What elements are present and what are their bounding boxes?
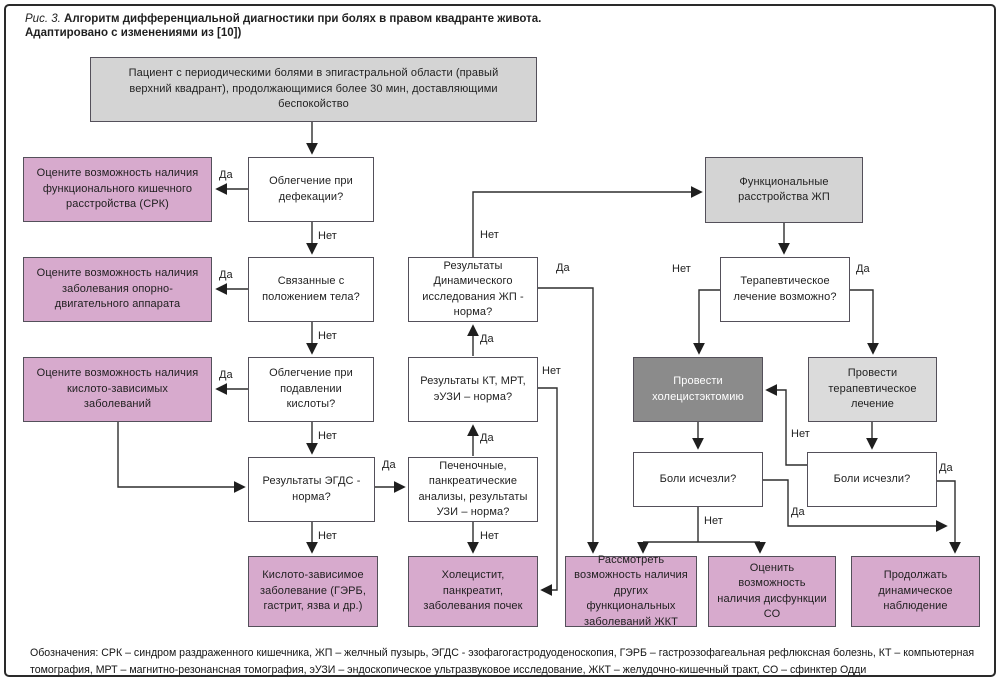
node-pain-gone-left: Боли исчезли? bbox=[633, 452, 763, 507]
label-pain-left-yes: Да bbox=[791, 506, 805, 518]
edge-therapy-no-cholecystectomy bbox=[699, 290, 720, 353]
node-acid-suppression: Облегчение при подавлении кислоты? bbox=[248, 357, 374, 422]
node-therapy-possible: Терапевтическое лечение возможно? bbox=[720, 257, 850, 322]
node-cholecystectomy: Провести холецистэктомию bbox=[633, 357, 763, 422]
node-observation: Продолжать динамическое наблюдение bbox=[851, 556, 980, 627]
node-egds: Результаты ЭГДС - норма? bbox=[248, 457, 375, 522]
label-pain-left-no: Нет bbox=[704, 515, 723, 527]
node-ibs: Оцените возможность наличия функционального кишечного расстройства (СРК) bbox=[23, 157, 212, 222]
node-hepatic-tests: Печеночные, панкреатические анализы, результаты УЗИ – норма? bbox=[408, 457, 538, 522]
edge-therapy-yes-therapy bbox=[850, 290, 873, 353]
label-pain-right-no: Нет bbox=[791, 428, 810, 440]
edge-dynamic-yes-otherfunctional bbox=[538, 288, 593, 552]
label-egds-yes: Да bbox=[382, 459, 396, 471]
label-position-yes: Да bbox=[219, 269, 233, 281]
figure-caption bbox=[25, 12, 541, 41]
caption-title: Алгоритм дифференциальной диагностики при болях в правом квадранте живота. bbox=[64, 13, 542, 25]
node-so-dysfunction: Оценить возможность наличия дисфункции СО bbox=[708, 556, 836, 627]
label-egds-no: Нет bbox=[318, 530, 337, 542]
edge-dynamic-no-functionalgb bbox=[473, 192, 701, 257]
legend-text: Обозначения: СРК – синдром раздраженного кишечника, ЖП – желчный пузырь, ЭГДС - эзофагогастродуоденоскопия, ГЭРБ – гастроэзофагеальная рефлюксная болезнь, КТ – компьютерная томография, МРТ – магнитно-резонансная томография, эУЗИ – эндоскопическое ультразвуковое исследование, ЖКТ – желудочно-кишечный тракт, СО – сфинктер Одди bbox=[30, 647, 975, 676]
label-dynamic-yes: Да bbox=[556, 262, 570, 274]
caption-line2: Адаптировано с изменениями из [10]) bbox=[25, 27, 242, 40]
node-cholecystitis: Холецистит, панкреатит, заболевания почек bbox=[408, 556, 538, 627]
caption-prefix: Рис. 3. bbox=[25, 13, 61, 25]
edge-ctmrt-no-cholecystitis bbox=[538, 388, 557, 590]
node-patient: Пациент с периодическими болями в эпигастральной области (правый верхний квадрант), продолжающимися более 30 мин, доставляющими беспокойство bbox=[90, 57, 537, 122]
label-therapy-possible-yes: Да bbox=[856, 263, 870, 275]
node-gb-dynamic: Результаты Динамического исследования ЖП - норма? bbox=[408, 257, 538, 322]
node-musculoskeletal: Оцените возможность наличия заболевания опорно-двигательного аппарата bbox=[23, 257, 212, 322]
node-acid-disease: Кислото-зависимое заболевание (ГЭРБ, гастрит, язва и др.) bbox=[248, 556, 378, 627]
label-defecation-no: Нет bbox=[318, 230, 337, 242]
label-position-no: Нет bbox=[318, 330, 337, 342]
label-hepatic-no: Нет bbox=[480, 530, 499, 542]
node-functional-gb: Функциональные расстройства ЖП bbox=[705, 157, 863, 223]
label-ctmrt-no: Нет bbox=[542, 365, 561, 377]
node-acid-related: Оцените возможность наличия кислото-зависимых заболеваний bbox=[23, 357, 212, 422]
node-other-functional: Рассмотреть возможность наличия других функциональных заболеваний ЖКТ bbox=[565, 556, 697, 627]
label-hepatic-yes: Да bbox=[480, 432, 494, 444]
node-therapy: Провести терапевтическое лечение bbox=[808, 357, 937, 422]
label-acid-no: Нет bbox=[318, 430, 337, 442]
label-pain-right-yes: Да bbox=[939, 462, 953, 474]
label-dynamic-no: Нет bbox=[480, 229, 499, 241]
node-body-position: Связанные с положением тела? bbox=[248, 257, 374, 322]
label-therapy-possible-no: Нет bbox=[672, 263, 691, 275]
edge-painright-yes-observation bbox=[937, 481, 955, 552]
node-pain-gone-right: Боли исчезли? bbox=[807, 452, 937, 507]
edge-acidrelated-egds bbox=[118, 422, 244, 487]
label-defecation-yes: Да bbox=[219, 169, 233, 181]
label-ctmrt-yes: Да bbox=[480, 333, 494, 345]
label-acid-yes: Да bbox=[219, 369, 233, 381]
node-relief-defecation: Облегчение при дефекации? bbox=[248, 157, 374, 222]
node-ct-mrt: Результаты КТ, МРТ, эУЗИ – норма? bbox=[408, 357, 538, 422]
